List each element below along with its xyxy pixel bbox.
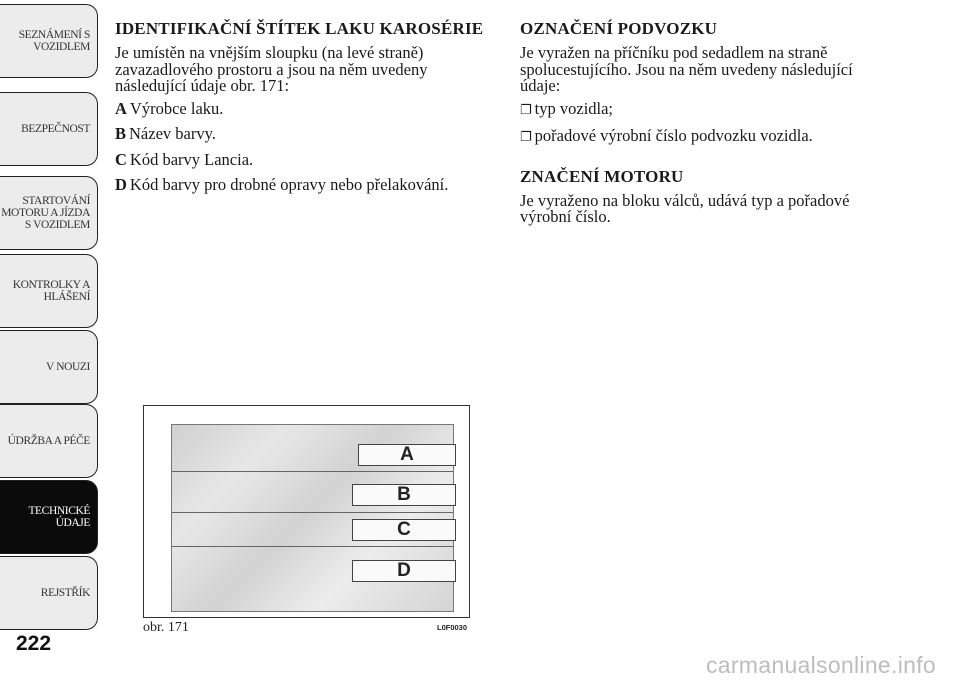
tab-udrzba[interactable] bbox=[0, 404, 98, 478]
plate-label-a: A bbox=[358, 444, 456, 466]
item-text: Kód barvy Lancia. bbox=[129, 149, 254, 169]
list-item bbox=[115, 149, 485, 169]
bullet-text: pořadové výrobní číslo podvozku vozidla. bbox=[534, 126, 813, 145]
section-spacer bbox=[520, 156, 880, 168]
figure-code: L0F0030 bbox=[437, 623, 468, 632]
tab-seznameni[interactable] bbox=[0, 4, 98, 78]
figure-caption: obr. 171 bbox=[143, 620, 189, 635]
plate-divider bbox=[172, 546, 453, 547]
tab-startovani[interactable] bbox=[0, 176, 98, 250]
tab-rejstrik[interactable] bbox=[0, 556, 98, 630]
left-column bbox=[115, 20, 485, 203]
sidebar-tabs bbox=[0, 0, 102, 640]
engine-text: Je vyraženo na bloku válců, udává typ a pořadové výrobní číslo. bbox=[520, 190, 850, 226]
item-letter: B bbox=[115, 124, 127, 143]
tab-label: BEZPEČNOST bbox=[21, 123, 90, 135]
item-letter: C bbox=[115, 149, 127, 169]
plate-divider bbox=[172, 471, 453, 472]
tab-label: V NOUZI bbox=[46, 361, 90, 373]
checkbox-bullet-icon: ❐ bbox=[520, 130, 532, 145]
right-column bbox=[520, 20, 880, 232]
paint-plate-illustration bbox=[171, 424, 454, 612]
paint-plate-heading: IDENTIFIKAČNÍ ŠTÍTEK LAKU KAROSÉRIE bbox=[115, 19, 484, 38]
tab-technicke-udaje[interactable] bbox=[0, 480, 98, 554]
list-item bbox=[520, 128, 880, 147]
page-number: 222 bbox=[16, 632, 52, 655]
checkbox-bullet-icon: ❐ bbox=[520, 102, 532, 118]
tab-v-nouzi[interactable] bbox=[0, 330, 98, 404]
tab-label: TECHNICKÉ ÚDAJE bbox=[28, 505, 90, 529]
item-text: Výrobce laku. bbox=[129, 98, 224, 118]
list-item bbox=[115, 98, 485, 118]
tab-kontrolky[interactable] bbox=[0, 254, 98, 328]
plate-divider bbox=[172, 512, 453, 513]
tab-label: REJSTŘÍK bbox=[40, 587, 90, 599]
tab-label: KONTROLKY A HLÁŠENÍ bbox=[12, 279, 90, 303]
list-item bbox=[115, 126, 485, 143]
tab-label: STARTOVÁNÍ MOTORU A JÍZDA S VOZIDLEM bbox=[1, 195, 90, 231]
tab-label: ÚDRŽBA A PÉČE bbox=[7, 435, 90, 447]
plate-label-d: D bbox=[352, 560, 456, 582]
engine-heading: ZNAČENÍ MOTORU bbox=[520, 166, 684, 186]
item-text: Název barvy. bbox=[129, 124, 216, 143]
paint-plate-figure bbox=[143, 405, 470, 618]
tab-bezpecnost[interactable] bbox=[0, 92, 98, 166]
list-item bbox=[115, 177, 485, 194]
list-item bbox=[520, 98, 880, 120]
plate-label-c: C bbox=[352, 519, 456, 541]
chassis-heading: OZNAČENÍ PODVOZKU bbox=[520, 19, 718, 38]
item-letter: A bbox=[115, 98, 127, 118]
item-letter: D bbox=[115, 175, 127, 194]
plate-label-b: B bbox=[352, 484, 456, 506]
item-text: Kód barvy pro drobné opravy nebo přelakování. bbox=[129, 175, 449, 194]
paint-plate-intro: Je umístěn na vnějším sloupku (na levé straně) zavazadlového prostoru a jsou na něm uvedeny následující údaje obr. 171: bbox=[115, 43, 428, 95]
watermark: carmanualsonline.info bbox=[705, 652, 936, 678]
chassis-intro: Je vyražen na příčníku pod sedadlem na straně spolucestujícího. Jsou na něm uvedeny následující údaje: bbox=[520, 43, 853, 95]
tab-label: SEZNÁMENÍ S VOZIDLEM bbox=[18, 29, 90, 53]
bullet-text: typ vozidla; bbox=[534, 98, 614, 118]
